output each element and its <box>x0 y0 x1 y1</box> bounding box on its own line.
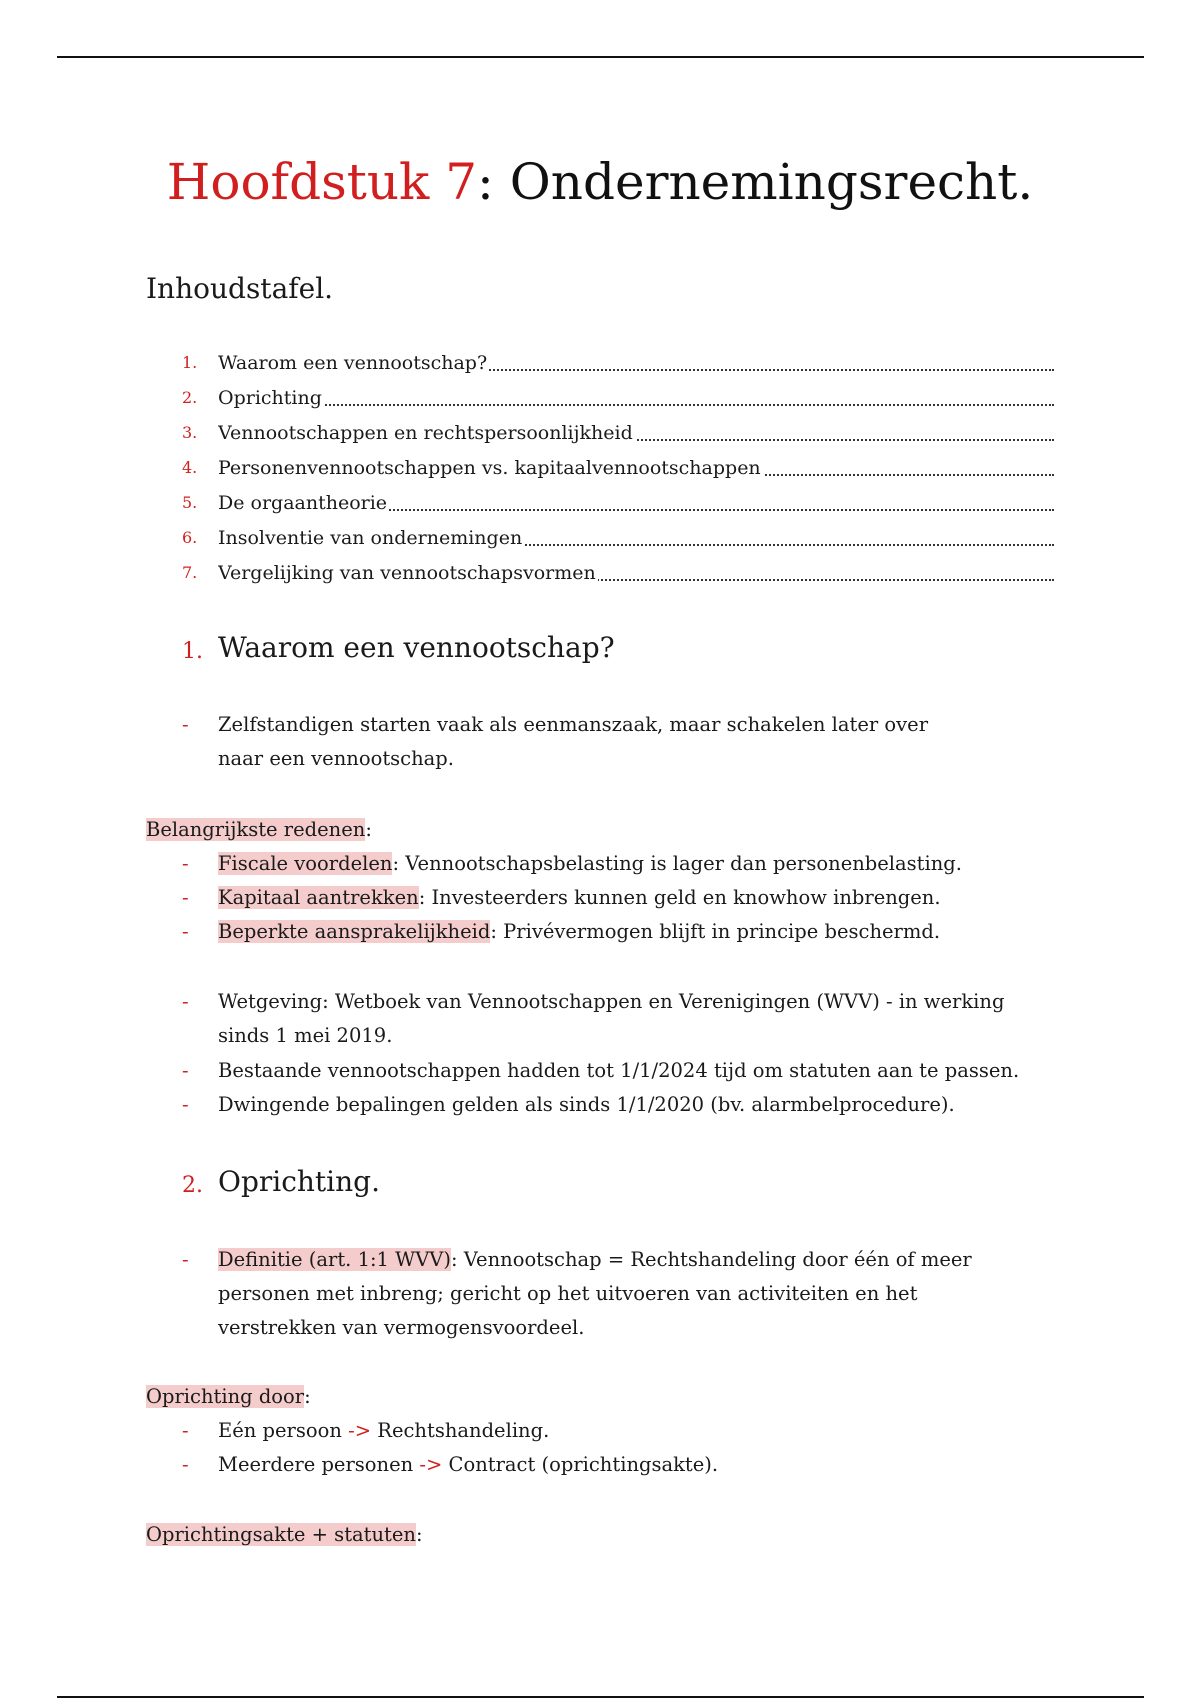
arrow-icon: -> <box>419 1453 443 1476</box>
toc-entry-1[interactable] <box>0 348 1200 383</box>
section-number: 2. <box>182 1173 203 1198</box>
toc-entry-5[interactable] <box>0 488 1200 523</box>
footer-rule <box>57 1696 1144 1698</box>
reason-term: Beperkte aansprakelijkheid <box>218 920 491 943</box>
toc-label: Oprichting <box>218 387 322 409</box>
section-title: Oprichting. <box>218 1165 380 1198</box>
toc-number: 7. <box>182 563 198 582</box>
reasons-label: Belangrijkste redenen: <box>146 818 372 841</box>
note-text: Wetgeving: Wetboek van Vennootschappen en Verenigingen (WVV) - in werking sinds 1 mei 2019. <box>218 990 1005 1047</box>
founding-what: Rechtshandeling. <box>371 1419 550 1442</box>
toc-label: Personenvennootschappen vs. kapitaalvennootschappen <box>218 457 761 479</box>
reason-text: : Vennootschapsbelasting is lager dan personenbelasting. <box>392 852 962 875</box>
toc-number: 3. <box>182 423 198 442</box>
toc-number: 1. <box>182 353 198 372</box>
founding-what: Contract (oprichtingsakte). <box>442 1453 719 1476</box>
toc-entry-2[interactable] <box>0 383 1200 418</box>
header-rule <box>57 56 1144 58</box>
arrow-icon: -> <box>348 1419 372 1442</box>
toc-label: Vergelijking van vennootschapsvormen <box>218 562 596 584</box>
toc-entry-3[interactable] <box>0 418 1200 453</box>
definition-text: : Vennootschap = Rechtshandeling door één of meer personen met inbreng; gericht op het uitvoeren van activiteiten en het verstrekken van vermogensvoordeel. <box>218 1248 972 1339</box>
bullet-text: Zelfstandigen starten vaak als eenmanszaak, maar schakelen later over naar een vennootschap. <box>218 713 929 770</box>
reason-term: Fiscale voordelen <box>218 852 393 875</box>
section-title: Waarom een vennootschap? <box>218 631 615 664</box>
toc-label: Waarom een vennootschap? <box>218 352 488 374</box>
toc-entry-4[interactable] <box>0 453 1200 488</box>
toc-number: 2. <box>182 388 198 407</box>
section-number: 1. <box>182 639 203 664</box>
founding-label: Oprichting door: <box>146 1385 311 1408</box>
toc-entry-7[interactable] <box>0 558 1200 593</box>
toc-entry-6[interactable] <box>0 523 1200 558</box>
definition-term: Definitie (art. 1:1 WVV) <box>218 1248 451 1271</box>
toc-number: 5. <box>182 493 198 512</box>
table-of-contents <box>0 348 1200 593</box>
note-text: Dwingende bepalingen gelden als sinds 1/1/2020 (bv. alarmbelprocedure). <box>218 1093 955 1116</box>
title-chapter: Hoofdstuk 7 <box>166 153 478 211</box>
founding-who: Eén persoon <box>218 1419 342 1442</box>
highlighted-label: Oprichtingsakte + statuten <box>146 1523 416 1546</box>
title-separator: : <box>477 153 494 211</box>
toc-heading: Inhoudstafel. <box>146 272 334 305</box>
deed-label: Oprichtingsakte + statuten: <box>146 1523 423 1546</box>
toc-label: Vennootschappen en rechtspersoonlijkheid <box>218 422 633 444</box>
highlighted-label: Belangrijkste redenen <box>146 818 366 841</box>
bullet-dash: - <box>182 713 189 736</box>
note-text: Bestaande vennootschappen hadden tot 1/1/2024 tijd om statuten aan te passen. <box>218 1059 1020 1082</box>
highlighted-label: Oprichting door <box>146 1385 305 1408</box>
toc-number: 6. <box>182 528 198 547</box>
reason-text: : Privévermogen blijft in principe beschermd. <box>490 920 941 943</box>
founding-who: Meerdere personen <box>218 1453 414 1476</box>
toc-number: 4. <box>182 458 198 477</box>
title-subject: Ondernemingsrecht. <box>493 153 1034 211</box>
toc-label: Insolventie van ondernemingen <box>218 527 523 549</box>
reason-term: Kapitaal aantrekken <box>218 886 419 909</box>
reason-text: : Investeerders kunnen geld en knowhow inbrengen. <box>418 886 941 909</box>
page-title <box>0 152 1200 212</box>
toc-label: De orgaantheorie <box>218 492 388 514</box>
